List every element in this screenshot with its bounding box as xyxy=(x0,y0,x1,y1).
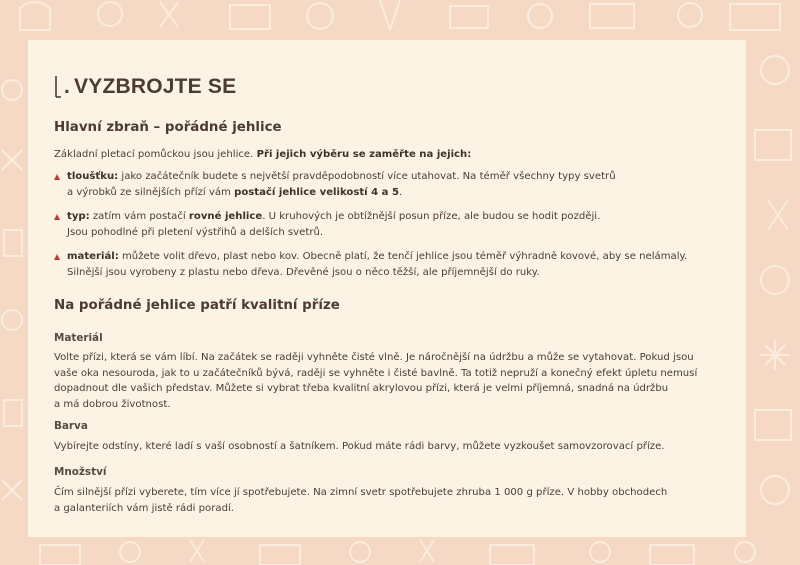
content-card xyxy=(28,40,746,537)
text-line: a má dobrou životnost. xyxy=(54,398,171,410)
bullet-text: Silnější jsou vyrobeny z plastu nebo dřeva. Dřevěné jsou o něco těžší, ale příjemnější do ruky. xyxy=(67,266,540,278)
text-line: a galanteriích vám jistě rádi poradí. xyxy=(54,502,234,514)
title-text: VYZBROJTE SE xyxy=(74,75,237,98)
bullet-text: Jsou pohodlné při pletení výstřihů a delších svetrů. xyxy=(67,226,324,238)
needle-criteria-list xyxy=(54,169,734,289)
bullet-term: typ: xyxy=(67,211,90,222)
bullet-text: . xyxy=(399,186,403,198)
intro-bold-text: Při jejich výběru se zaměřte na jejich: xyxy=(256,149,472,160)
bullet-text: zatím vám postačí xyxy=(89,211,189,222)
sweater-doodle-icon xyxy=(590,4,634,28)
yarn-ball-doodle-icon xyxy=(307,3,333,29)
sweater-doodle-icon xyxy=(230,5,270,29)
color-paragraph: Vybírejte odstíny, které ladí s vaší osobností a šatníkem. Pokud máte rádi barvy, můžete vyzkoušet samovzorovací příze. xyxy=(54,441,665,452)
bullet-text: můžete volit dřevo, plast nebo kov. Obecně platí, že tenčí jehlice jsou téměř výhradně kovové, aby se nelámaly. xyxy=(118,251,688,262)
text-line: Čím silnější přízi vyberete, tím více jí spotřebujete. Na zimní svetr spotřebujete zhruba 1 000 g příze. V hobby obchodech xyxy=(54,487,668,498)
list-item xyxy=(54,209,734,240)
sweater-doodle-icon xyxy=(450,6,488,28)
yarn-ball-doodle-icon xyxy=(528,4,552,28)
subheading-material: Materiál xyxy=(54,332,103,344)
bullet-text: jako začátečník budete s největší pravděpodobností více utahovat. Na téměř všechny typy svetrů xyxy=(118,171,616,182)
yarn-ball-doodle-icon xyxy=(678,3,702,27)
intro-paragraph xyxy=(54,147,471,163)
text-line: Volte přízi, která se vám líbí. Na začátek se raději vyhněte čisté vlně. Je náročnější na údržbu a může se vytahovat. Pokud jsou xyxy=(54,352,694,363)
needles-doodle-icon xyxy=(380,0,400,30)
intro-text: Základní pletací pomůckou jsou jehlice. xyxy=(54,149,257,160)
triangle-bullet-icon xyxy=(54,254,60,260)
knitting-needle-icon xyxy=(54,76,63,98)
text-line: vaše oka nesouroda, jak to u začátečníků bývá, raději se vyhněte i čisté bavlně. Ta totiž nepruží a konečný efekt úpletu nemusí xyxy=(54,367,698,379)
yarn-ball-doodle-icon xyxy=(98,2,122,26)
content xyxy=(54,74,726,514)
sweater-doodle-icon xyxy=(730,4,780,30)
material-paragraph xyxy=(54,350,744,412)
page-title xyxy=(54,74,726,100)
list-item xyxy=(54,249,734,280)
list-item xyxy=(54,169,734,200)
subheading-color: Barva xyxy=(54,420,88,432)
bullet-bold-text: rovné jehlice xyxy=(188,211,263,222)
bullet-text: . U kruhových je obtížnější posun příze, ale budou se hodit později. xyxy=(262,211,601,222)
bullet-bold-text: postačí jehlice velikostí 4 a 5 xyxy=(234,186,400,198)
triangle-bullet-icon xyxy=(54,214,60,220)
bullet-term: tloušťku: xyxy=(67,171,119,182)
text-line: dopadnout dle vašich představ. Můžete si vybrat třeba kvalitní akrylovou přízi, která je velmi příjemná, snadná na údržbu xyxy=(54,383,669,394)
needles-doodle-icon xyxy=(160,2,178,27)
sweater-doodle-icon xyxy=(20,2,50,30)
bullet-text: a výrobků ze silnějších přízí vám xyxy=(67,186,235,198)
section-heading-needles: Hlavní zbraň – pořádné jehlice xyxy=(54,120,282,135)
triangle-bullet-icon xyxy=(54,174,60,180)
quantity-paragraph xyxy=(54,485,744,516)
subheading-quantity: Množství xyxy=(54,466,107,478)
bullet-term: materiál: xyxy=(67,251,119,262)
title-prefix: . xyxy=(64,75,71,98)
section-heading-yarn: Na pořádné jehlice patří kvalitní příze xyxy=(54,298,340,313)
